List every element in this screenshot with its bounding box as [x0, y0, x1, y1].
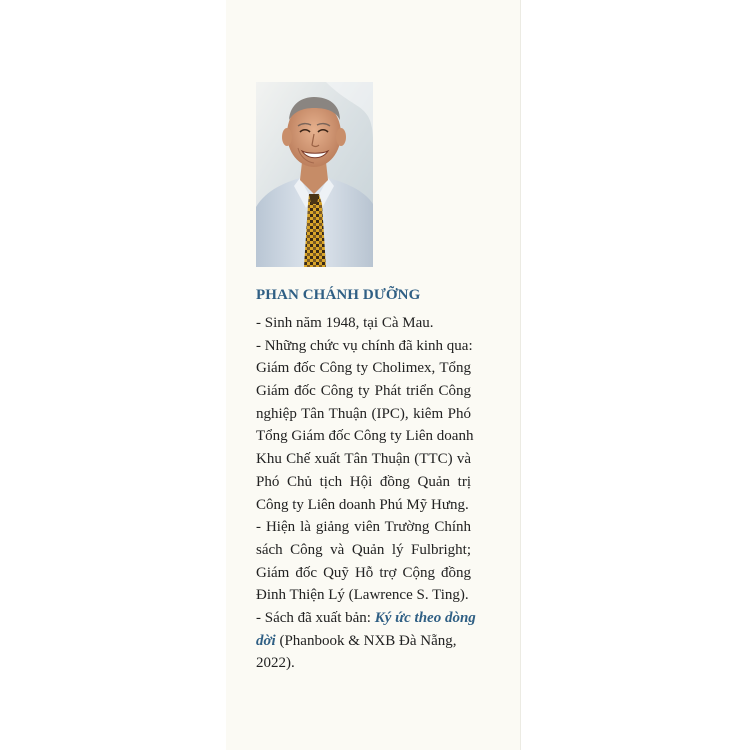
author-portrait-photo — [256, 82, 373, 267]
bio-line: Giám đốc Công ty Cholimex, Tổng — [256, 360, 471, 377]
bio-line: Công ty Liên doanh Phú Mỹ Hưng. — [256, 496, 469, 513]
bio-line: Khu Chế xuất Tân Thuận (TTC) và — [256, 451, 471, 468]
bio-line: Giám đốc Công ty Phát triển Công — [256, 383, 471, 400]
author-biography — [256, 312, 476, 675]
bio-line: sách Công và Quản lý Fulbright; — [256, 541, 471, 558]
book-title: Ký ức theo dòng — [374, 609, 476, 626]
bio-line: - Sinh năm 1948, tại Cà Mau. — [256, 315, 434, 331]
flap-edge-divider — [520, 0, 521, 750]
bio-line: Phó Chủ tịch Hội đồng Quản trị — [256, 473, 471, 490]
bio-books-line — [256, 607, 476, 630]
book-title-continued: dời — [256, 632, 276, 649]
book-publisher: (Phanbook & NXB Đà Nẵng, — [275, 632, 457, 649]
bio-line: Tổng Giám đốc Công ty Liên doanh — [256, 428, 474, 445]
bio-books-line-continued — [256, 630, 471, 653]
bio-line: Đinh Thiện Lý (Lawrence S. Ting). — [256, 587, 469, 604]
bio-line: - Hiện là giảng viên Trường Chính — [256, 519, 471, 536]
author-name-heading: PHAN CHÁNH DƯỠNG — [256, 287, 421, 303]
bio-line: - Những chức vụ chính đã kinh qua: — [256, 337, 473, 354]
books-prefix: - Sách đã xuất bản: — [256, 609, 375, 626]
bio-line: nghiệp Tân Thuận (IPC), kiêm Phó — [256, 405, 471, 422]
bio-line: Giám đốc Quỹ Hỗ trợ Cộng đồng — [256, 564, 471, 581]
book-year: 2022). — [256, 655, 295, 672]
